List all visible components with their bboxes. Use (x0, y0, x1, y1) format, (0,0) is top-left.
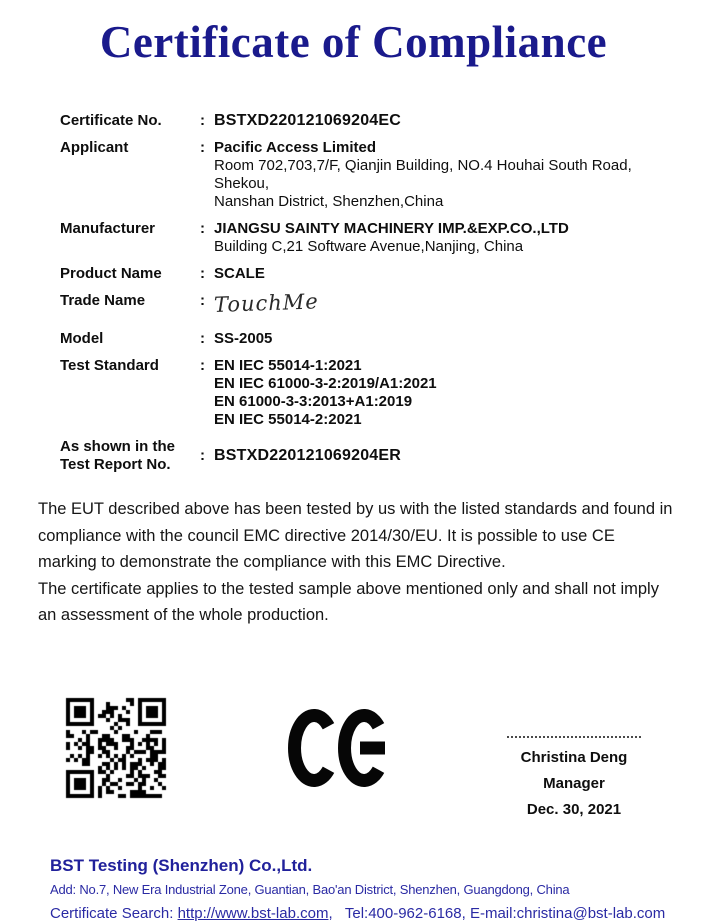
field-colon: : (200, 220, 205, 237)
field-label: Model (60, 330, 104, 347)
field-row-manufacturer (60, 220, 667, 256)
qr-code (60, 692, 172, 804)
compliance-statement (38, 496, 673, 629)
statement-paragraph-2: The certificate applies to the tested sample above mentioned only and shall not imply an assessment of the whole production. (38, 579, 659, 624)
field-label: Manufacturer (60, 220, 156, 237)
product-name: SCALE (214, 265, 265, 282)
applicant-name: Pacific Access Limited (214, 139, 377, 156)
certificate-search-link[interactable]: http://www.bst-lab.com (177, 904, 329, 922)
marks-row (60, 692, 677, 823)
footer (50, 856, 677, 922)
field-colon: : (200, 292, 205, 309)
certificate-number: BSTXD220121069204EC (214, 112, 402, 129)
field-label: Test Standard (60, 357, 159, 374)
field-colon: : (200, 330, 205, 347)
field-label: Certificate No. (60, 112, 162, 129)
signature-block (499, 736, 649, 823)
applicant-address-line1: Room 702,703,7/F, Qianjin Building, NO.4 Houhai South Road, Shekou, (214, 157, 632, 192)
model-number: SS-2005 (214, 330, 273, 347)
lab-address: Add: No.7, New Era Industrial Zone, Guantian, Bao'an District, Shenzhen, Guangdong, China (50, 881, 570, 897)
field-row-applicant (60, 139, 667, 211)
signature-dotted-line (507, 736, 641, 738)
field-colon: : (200, 357, 205, 374)
field-label-line1: As shown in the (60, 438, 176, 455)
certificate-search-line (50, 905, 677, 922)
field-label: Trade Name (60, 292, 146, 309)
page-title: Certificate of Compliance (99, 17, 608, 67)
field-label: Applicant (60, 139, 129, 156)
field-colon: : (200, 139, 205, 156)
signature-date: Dec. 30, 2021 (526, 800, 622, 818)
test-standard-2: EN IEC 61000-3-2:2019/A1:2021 (214, 375, 437, 392)
field-row-test-standard (60, 357, 667, 429)
lab-company-name: BST Testing (Shenzhen) Co.,Ltd. (50, 855, 313, 875)
manufacturer-name: JIANGSU SAINTY MACHINERY IMP.&EXP.CO.,LTD (214, 220, 569, 237)
field-row-trade-name (60, 289, 667, 318)
contact-info: , Tel:400-962-6168, E-mail:christina@bst-lab.com (328, 904, 666, 922)
field-row-test-report-no (60, 438, 667, 474)
applicant-address-line2: Nanshan District, Shenzhen,China (214, 193, 444, 210)
field-colon: : (200, 447, 205, 464)
field-colon: : (200, 265, 205, 282)
test-standard-3: EN 61000-3-3:2013+A1:2019 (214, 393, 413, 410)
field-label-line2: Test Report No. (60, 456, 171, 473)
field-row-certificate-no (60, 112, 667, 130)
manufacturer-address: Building C,21 Software Avenue,Nanjing, China (214, 238, 524, 255)
signatory-title: Manager (543, 774, 605, 792)
signatory-name: Christina Deng (520, 748, 628, 766)
test-standard-1: EN IEC 55014-1:2021 (214, 357, 362, 374)
statement-paragraph-1: The EUT described above has been tested by us with the listed standards and found in compliance with the council EMC directive 2014/30/EU. It is possible to use CE marking to demonstrate the compliance with this EMC Directive. (38, 500, 673, 571)
field-label: Product Name (60, 265, 162, 282)
trade-name-signature: TouchMe (213, 289, 320, 317)
test-report-number: BSTXD220121069204ER (214, 447, 402, 464)
certificate-search-label: Certificate Search: (50, 904, 178, 922)
ce-mark-icon (288, 709, 390, 787)
field-row-model (60, 330, 667, 348)
field-colon: : (200, 112, 205, 129)
certificate-fields (60, 112, 667, 474)
test-standard-4: EN IEC 55014-2:2021 (214, 411, 362, 428)
